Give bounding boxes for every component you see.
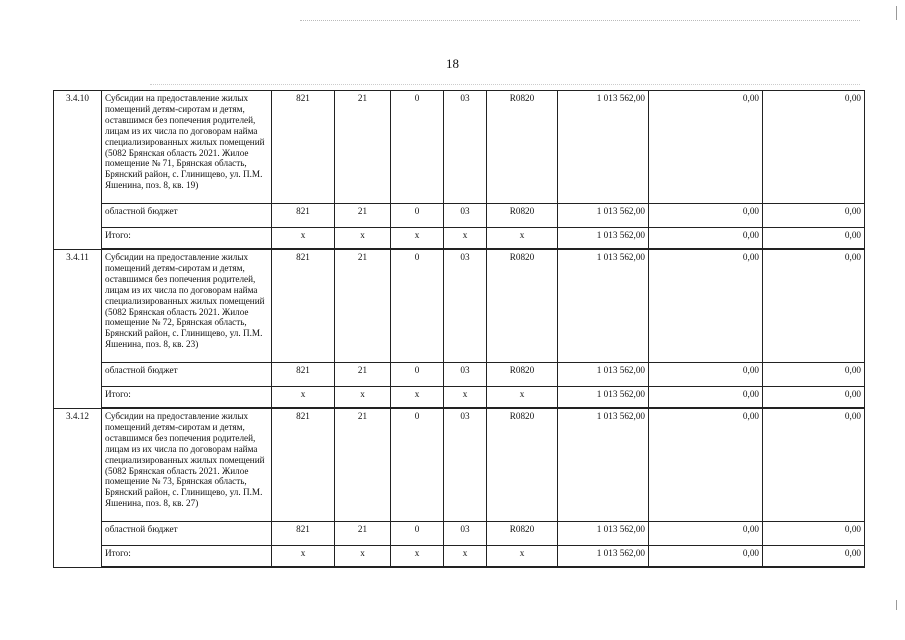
budget-code-cell: 03 — [444, 363, 487, 387]
budget-code-cell: R0820 — [487, 522, 558, 546]
budget-table — [53, 90, 865, 568]
total-amount-cell: 0,00 — [763, 387, 865, 409]
budget-code-cell: 0 — [391, 363, 444, 387]
budget-code-cell: 03 — [444, 522, 487, 546]
budget-code-cell: 821 — [272, 91, 335, 204]
amount-cell: 1 013 562,00 — [558, 522, 649, 546]
amount-cell: 1 013 562,00 — [558, 408, 649, 522]
table-row — [54, 249, 865, 363]
budget-code-cell: 03 — [444, 408, 487, 522]
amount-cell: 0,00 — [763, 363, 865, 387]
budget-code-cell: 0 — [391, 408, 444, 522]
total-code-cell: x — [335, 387, 391, 409]
item-description: Субсидии на предоставление жилых помещений детям-сиротам и детям, оставшимся без попечения родителей, лицам из их числа по договорам найма специализированных жилых помещений (5082 Брянская область 2021. Жилое помещение № 73, Брянская область, Брянский район, с. Глинищево, ул. П.М. Яшенина, поз. 8, кв. 27) — [102, 408, 272, 522]
amount-cell: 0,00 — [763, 408, 865, 522]
budget-code-cell: 821 — [272, 522, 335, 546]
total-amount-cell: 1 013 562,00 — [558, 546, 649, 568]
budget-code-cell: R0820 — [487, 408, 558, 522]
item-number: 3.4.10 — [54, 91, 102, 250]
budget-code-cell: 21 — [335, 204, 391, 228]
amount-cell: 1 013 562,00 — [558, 249, 649, 363]
total-code-cell: x — [487, 546, 558, 568]
scan-edge-mark — [896, 6, 897, 20]
total-code-cell: x — [391, 387, 444, 409]
total-amount-cell: 0,00 — [763, 228, 865, 250]
budget-code-cell: 21 — [335, 249, 391, 363]
budget-code-cell: 03 — [444, 91, 487, 204]
amount-cell: 0,00 — [649, 363, 763, 387]
budget-table-body — [54, 91, 865, 568]
amount-cell: 1 013 562,00 — [558, 363, 649, 387]
total-amount-cell: 0,00 — [649, 228, 763, 250]
table-row — [54, 546, 865, 568]
scan-artifact-top — [300, 20, 860, 21]
total-code-cell: x — [391, 546, 444, 568]
total-label: Итого: — [102, 387, 272, 409]
total-code-cell: x — [444, 546, 487, 568]
item-number: 3.4.12 — [54, 408, 102, 567]
table-row — [54, 408, 865, 522]
budget-source-label: областной бюджет — [102, 204, 272, 228]
budget-code-cell: R0820 — [487, 204, 558, 228]
budget-code-cell: 03 — [444, 204, 487, 228]
page-number: 18 — [446, 56, 459, 71]
amount-cell: 0,00 — [763, 249, 865, 363]
item-number: 3.4.11 — [54, 249, 102, 408]
total-code-cell: x — [487, 228, 558, 250]
item-description: Субсидии на предоставление жилых помещений детям-сиротам и детям, оставшимся без попечения родителей, лицам из их числа по договорам найма специализированных жилых помещений (5082 Брянская область 2021. Жилое помещение № 71, Брянская область, Брянский район, с. Глинищево, ул. П.М. Яшенина, поз. 8, кв. 19) — [102, 91, 272, 204]
item-description: Субсидии на предоставление жилых помещений детям-сиротам и детям, оставшимся без попечения родителей, лицам из их числа по договорам найма специализированных жилых помещений (5082 Брянская область 2021. Жилое помещение № 72, Брянская область, Брянский район, с. Глинищево, ул. П.М. Яшенина, поз. 8, кв. 23) — [102, 249, 272, 363]
amount-cell: 0,00 — [649, 408, 763, 522]
total-amount-cell: 1 013 562,00 — [558, 228, 649, 250]
amount-cell: 0,00 — [649, 522, 763, 546]
budget-code-cell: 21 — [335, 363, 391, 387]
budget-code-cell: 21 — [335, 91, 391, 204]
budget-code-cell: 821 — [272, 204, 335, 228]
budget-code-cell: 821 — [272, 363, 335, 387]
total-code-cell: x — [335, 228, 391, 250]
total-label: Итого: — [102, 546, 272, 568]
budget-code-cell: 0 — [391, 91, 444, 204]
budget-source-label: областной бюджет — [102, 363, 272, 387]
table-row — [54, 91, 865, 204]
budget-code-cell: 0 — [391, 204, 444, 228]
total-amount-cell: 1 013 562,00 — [558, 387, 649, 409]
total-code-cell: x — [272, 228, 335, 250]
total-amount-cell: 0,00 — [763, 546, 865, 568]
scan-artifact-header — [150, 84, 860, 85]
budget-code-cell: R0820 — [487, 91, 558, 204]
budget-code-cell: 0 — [391, 249, 444, 363]
amount-cell: 1 013 562,00 — [558, 204, 649, 228]
budget-code-cell: 821 — [272, 408, 335, 522]
total-code-cell: x — [391, 228, 444, 250]
table-row — [54, 363, 865, 387]
total-code-cell: x — [487, 387, 558, 409]
amount-cell: 0,00 — [649, 91, 763, 204]
budget-code-cell: R0820 — [487, 363, 558, 387]
amount-cell: 0,00 — [763, 204, 865, 228]
total-code-cell: x — [272, 546, 335, 568]
total-code-cell: x — [335, 546, 391, 568]
budget-source-label: областной бюджет — [102, 522, 272, 546]
amount-cell: 1 013 562,00 — [558, 91, 649, 204]
table-row — [54, 228, 865, 250]
budget-code-cell: 03 — [444, 249, 487, 363]
amount-cell: 0,00 — [649, 249, 763, 363]
budget-code-cell: 821 — [272, 249, 335, 363]
table-row — [54, 387, 865, 409]
table-row — [54, 204, 865, 228]
amount-cell: 0,00 — [763, 91, 865, 204]
amount-cell: 0,00 — [649, 204, 763, 228]
budget-code-cell: 21 — [335, 522, 391, 546]
total-amount-cell: 0,00 — [649, 546, 763, 568]
budget-code-cell: R0820 — [487, 249, 558, 363]
total-code-cell: x — [444, 228, 487, 250]
total-code-cell: x — [444, 387, 487, 409]
table-row — [54, 522, 865, 546]
amount-cell: 0,00 — [763, 522, 865, 546]
total-amount-cell: 0,00 — [649, 387, 763, 409]
scan-edge-mark-bottom — [896, 600, 897, 610]
total-label: Итого: — [102, 228, 272, 250]
budget-code-cell: 0 — [391, 522, 444, 546]
total-code-cell: x — [272, 387, 335, 409]
budget-code-cell: 21 — [335, 408, 391, 522]
